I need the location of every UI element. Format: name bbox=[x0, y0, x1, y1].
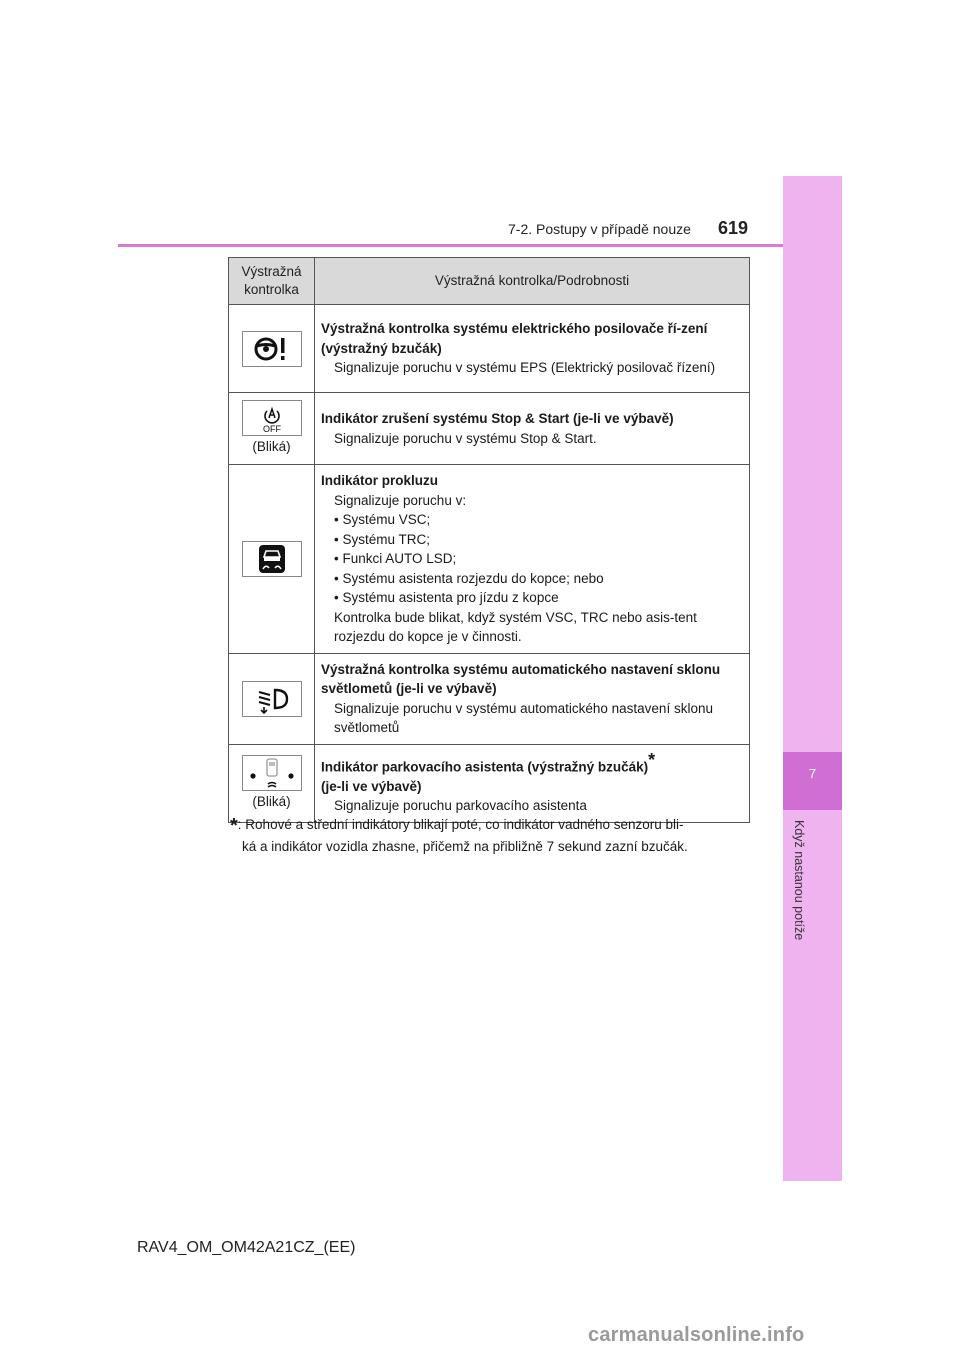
table-header-row bbox=[229, 258, 750, 305]
row-description: Signalizuje poruchu parkovacího asistenta bbox=[334, 798, 587, 813]
chapter-number: 7 bbox=[808, 766, 817, 781]
eps-warning-icon bbox=[242, 331, 302, 367]
list-item: • Systému asistenta pro jízdu z kopce bbox=[334, 590, 559, 605]
column-header-light: Výstražná kontrolka bbox=[229, 258, 315, 305]
blinking-note: (Bliká) bbox=[252, 439, 291, 455]
chapter-side-tab bbox=[783, 176, 842, 1181]
row-description: Signalizuje poruchu v: bbox=[334, 492, 467, 508]
list-item: • Systému VSC; bbox=[334, 512, 431, 527]
footnote-line-2: ká a indikátor vozidla zhasne, přičemž na přibližně 7 sekund zazní bzučák. bbox=[242, 838, 688, 854]
header-divider bbox=[118, 244, 783, 247]
row-title: Výstražná kontrolka systému automatického nastavení sklonu světlometů (je-li ve výbavě) bbox=[321, 661, 721, 696]
footnote bbox=[230, 815, 750, 856]
table-row bbox=[229, 465, 750, 654]
footnote-marker: * bbox=[230, 815, 238, 837]
row-description: Signalizuje poruchu v systému automatického nastavení sklonu světlometů bbox=[334, 700, 713, 735]
slip-indicator-icon bbox=[242, 541, 302, 577]
table-row bbox=[229, 393, 750, 465]
document-code: RAV4_OM_OM42A21CZ_(EE) bbox=[137, 1239, 356, 1256]
row-title: Indikátor prokluzu bbox=[321, 473, 439, 488]
list-item: • Funkci AUTO LSD; bbox=[334, 551, 457, 566]
stop-start-off-icon bbox=[242, 400, 302, 436]
warning-lights-table bbox=[228, 257, 750, 823]
table-row bbox=[229, 305, 750, 393]
footnote-star: * bbox=[648, 749, 656, 770]
parking-assist-icon bbox=[242, 755, 302, 791]
row-description: Signalizuje poruchu v systému EPS (Elektrický posilovač řízení) bbox=[334, 360, 716, 376]
chapter-number-tab bbox=[783, 752, 842, 810]
list-item: • Systému TRC; bbox=[334, 531, 430, 547]
row-title: Výstražná kontrolka systému elektrického posilovače ří-zení (výstražný bzučák) bbox=[321, 321, 708, 356]
row-description: Signalizuje poruchu v systému Stop & Start. bbox=[334, 430, 597, 446]
column-header-details: Výstražná kontrolka/Podrobnosti bbox=[315, 258, 750, 305]
row-title: Indikátor zrušení systému Stop & Start (je-li ve výbavě) bbox=[321, 411, 674, 426]
headlight-leveling-icon bbox=[242, 681, 302, 717]
chapter-title: Když nastanou potíže bbox=[792, 820, 806, 941]
section-title: 7-2. Postupy v případě nouze bbox=[508, 221, 691, 237]
row-description-extra: Kontrolka bude blikat, když systém VSC, TRC nebo asis-tent rozjezdu do kopce je v činnosti. bbox=[334, 609, 697, 644]
watermark: carmanualsonline.info bbox=[588, 1324, 805, 1346]
table-row bbox=[229, 653, 750, 744]
row-title-suffix: (je-li ve výbavě) bbox=[321, 778, 422, 794]
blinking-note: (Bliká) bbox=[252, 793, 291, 809]
page-number: 619 bbox=[718, 218, 749, 238]
row-title: Indikátor parkovacího asistenta (výstražný bzučák) bbox=[321, 759, 649, 774]
list-item: • Systému asistenta rozjezdu do kopce; nebo bbox=[334, 570, 604, 586]
table-row bbox=[229, 744, 750, 822]
off-label: OFF bbox=[262, 424, 281, 435]
footnote-line-1: : Rohové a střední indikátory blikají poté, co indikátor vadného senzoru bli- bbox=[237, 817, 684, 832]
